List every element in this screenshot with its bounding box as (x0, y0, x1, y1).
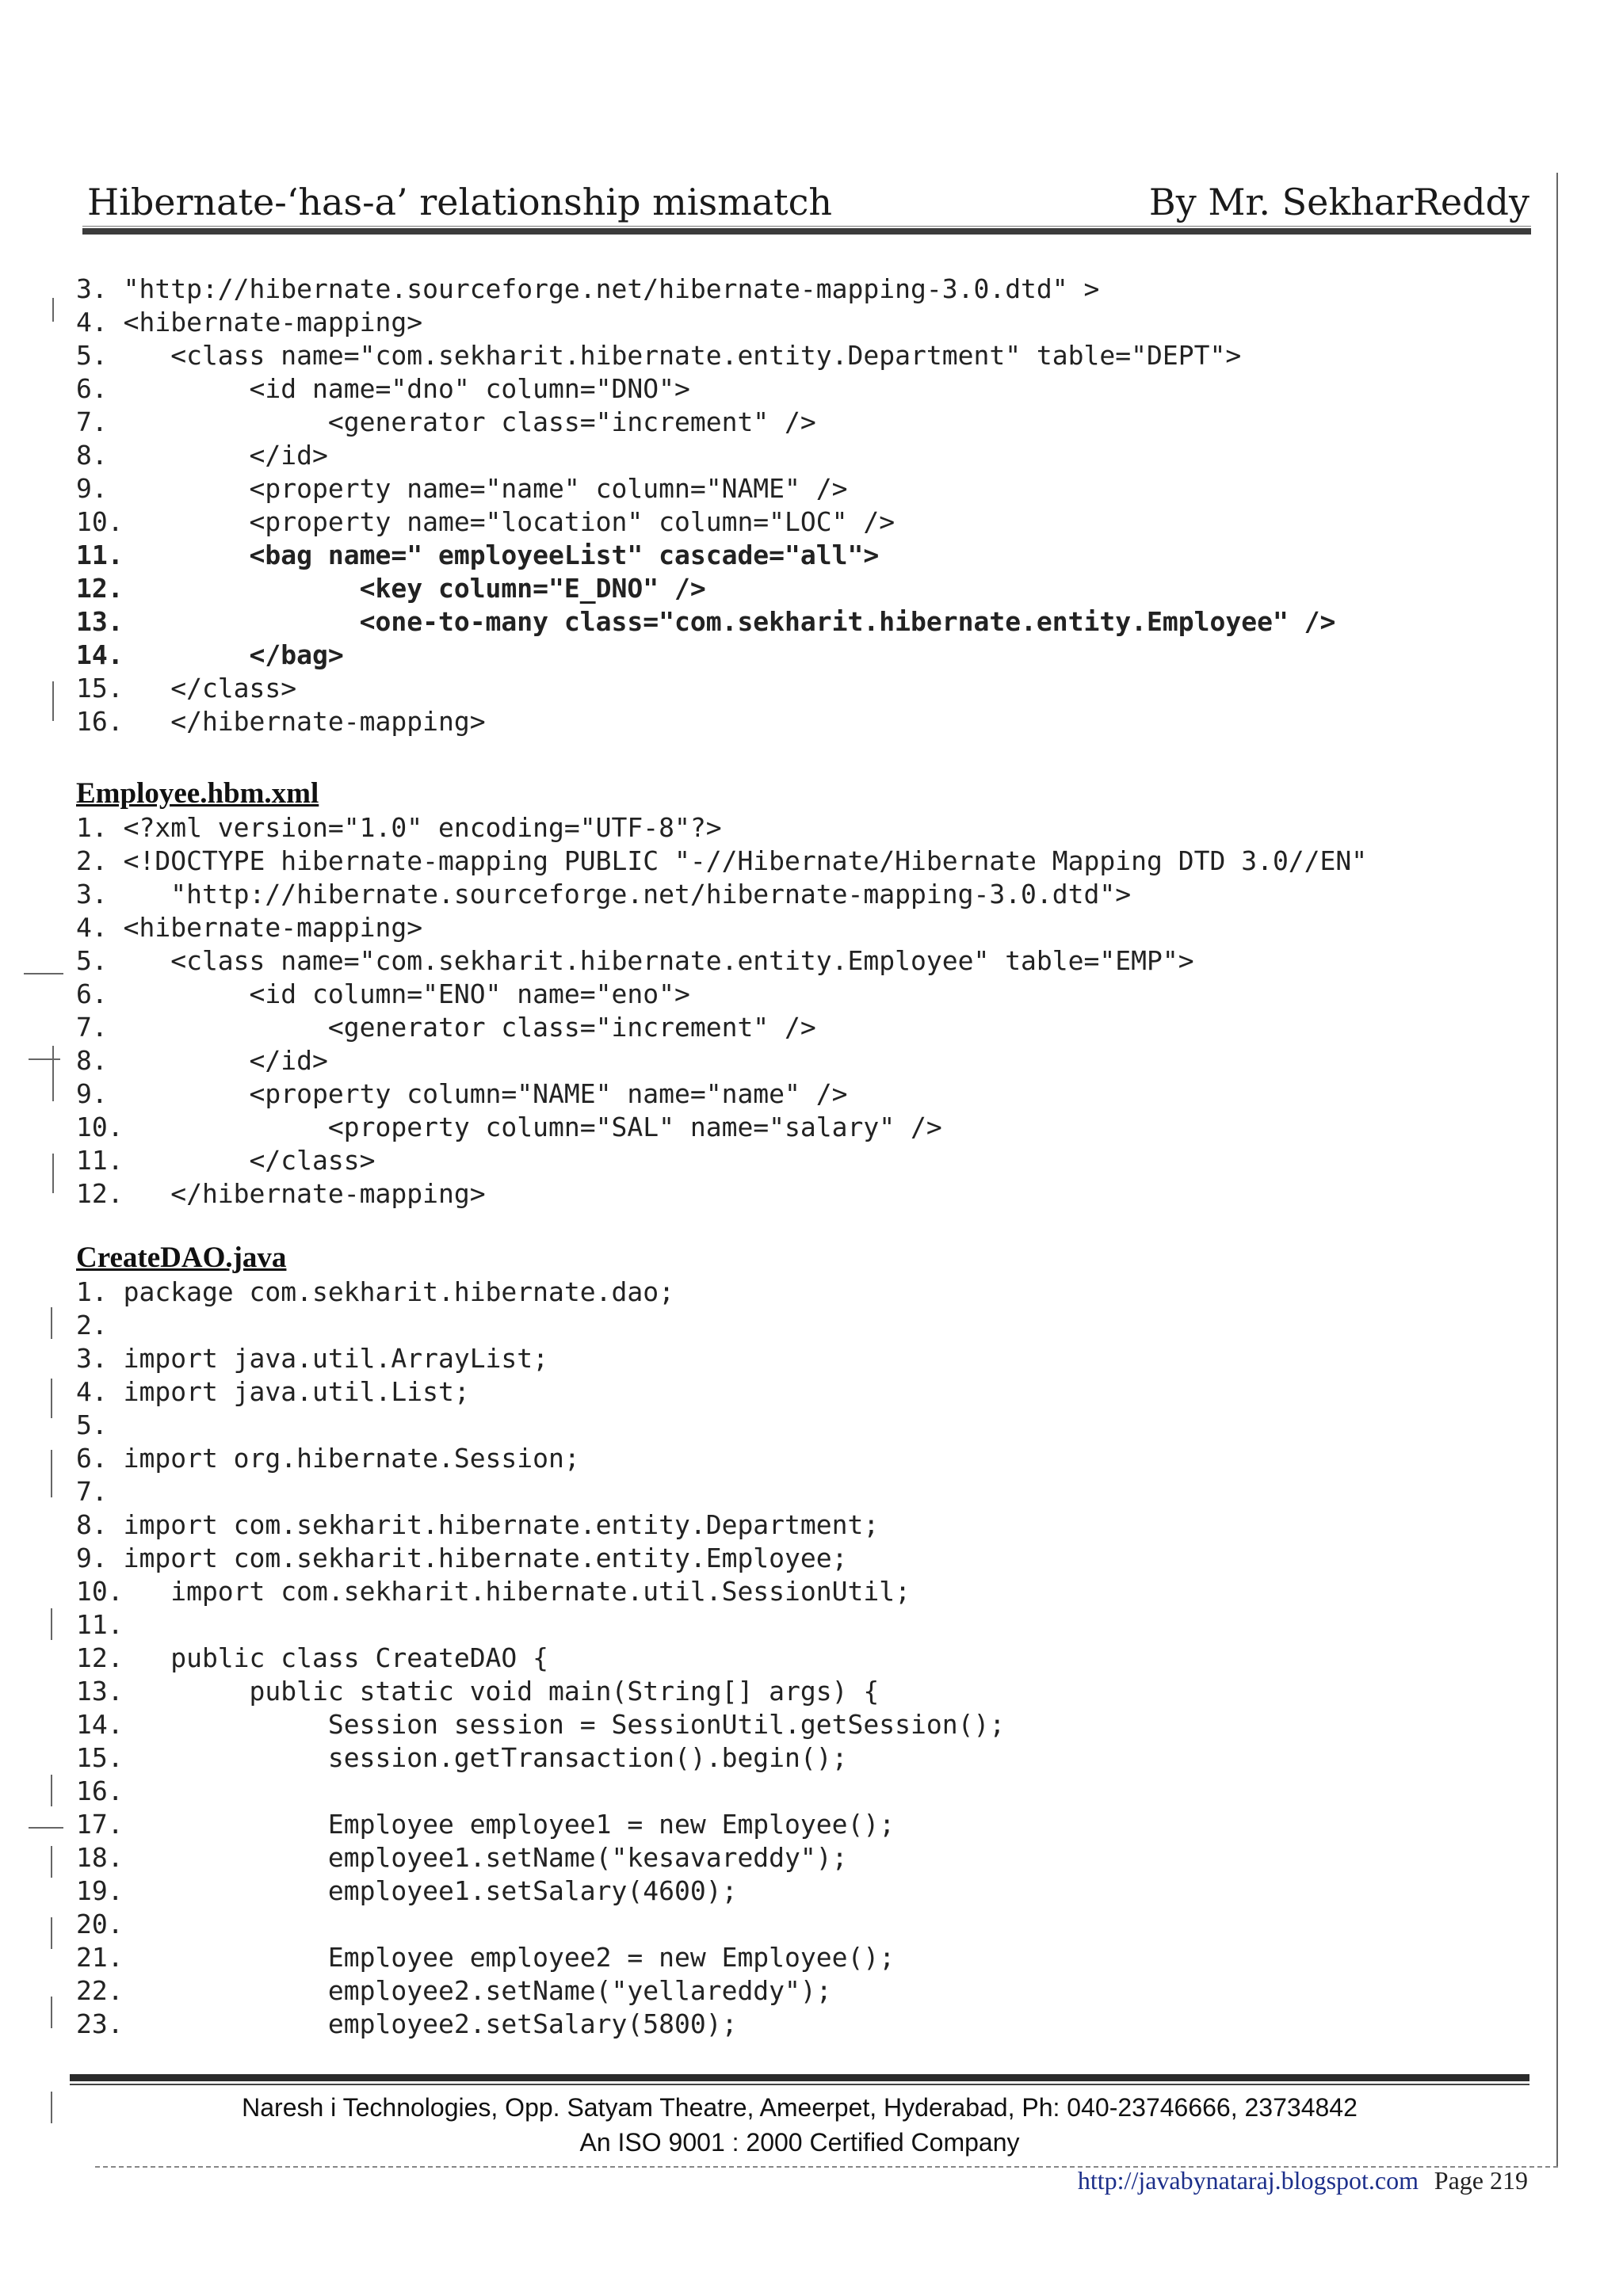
code-line: 13. public static void main(String[] args) { (76, 1676, 880, 1707)
code-line: 8. </id> (76, 440, 328, 471)
code-line: 6. <id column="ENO" name="eno"> (76, 978, 690, 1009)
page-number: Page 219 (1434, 2166, 1528, 2195)
code-line: 21. Employee employee2 = new Employee(); (76, 1942, 896, 1973)
margin-mark (51, 1307, 52, 1339)
header-rule (82, 228, 1531, 235)
margin-mark (51, 1775, 52, 1806)
code-line: 14. Session session = SessionUtil.getSession(); (76, 1709, 1006, 1740)
section-heading: Employee.hbm.xml (76, 777, 319, 810)
code-line: 12. </hibernate-mapping> (76, 1178, 486, 1209)
code-line: 2. (76, 1310, 108, 1341)
department-mapping-section (76, 273, 1335, 738)
code-line: 15. </class> (76, 673, 297, 704)
code-line: 1. package com.sekharit.hibernate.dao; (76, 1276, 674, 1307)
code-line: 17. Employee employee1 = new Employee(); (76, 1809, 896, 1840)
code-line: 10. import com.sekharit.hibernate.util.SessionUtil; (76, 1576, 911, 1607)
code-line: 11. (76, 1609, 124, 1640)
code-line: 1. <?xml version="1.0" encoding="UTF-8"?> (76, 812, 722, 843)
margin-tick (24, 973, 63, 974)
margin-tick (29, 1827, 63, 1829)
margin-mark (52, 298, 54, 322)
code-line: 3. "http://hibernate.sourceforge.net/hibernate-mapping-3.0.dtd"> (76, 879, 1132, 910)
code-line: 2. <!DOCTYPE hibernate-mapping PUBLIC "-//Hibernate/Hibernate Mapping DTD 3.0//EN" (76, 845, 1368, 876)
margin-mark (51, 1997, 52, 2028)
footer-rule-thin (70, 2084, 1529, 2085)
margin-mark (52, 1154, 54, 1193)
margin-tick (29, 1058, 60, 1060)
code-line: 16. </hibernate-mapping> (76, 706, 486, 737)
code-line: 10. <property column="SAL" name="salary" /> (76, 1112, 942, 1142)
footer-url-link[interactable]: http://javabynataraj.blogspot.com (1077, 2166, 1419, 2195)
employee-mapping-section (76, 776, 1367, 1211)
code-line: 8. import com.sekharit.hibernate.entity.Department; (76, 1509, 880, 1540)
code-line: 3. import java.util.ArrayList; (76, 1343, 549, 1374)
margin-mark (51, 1450, 52, 1497)
margin-mark (52, 1046, 54, 1101)
code-line: 11. </class> (76, 1145, 376, 1176)
code-line: 5. (76, 1409, 108, 1440)
margin-mark (51, 2092, 52, 2123)
code-line: 5. <class name="com.sekharit.hibernate.entity.Employee" table="EMP"> (76, 945, 1194, 976)
code-line: 6. import org.hibernate.Session; (76, 1443, 580, 1474)
code-line: 10. <property name="location" column="LOC" /> (76, 506, 896, 537)
code-line: 16. (76, 1775, 124, 1806)
code-line: 18. employee1.setName("kesavareddy"); (76, 1842, 848, 1873)
code-line: 13. <one-to-many class="com.sekharit.hibernate.entity.Employee" /> (76, 606, 1336, 637)
header-title: Hibernate-‘has-a’ relationship mismatch (87, 181, 833, 223)
code-line: 23. employee2.setSalary(5800); (76, 2008, 738, 2039)
page-header (87, 173, 1529, 230)
section-heading: CreateDAO.java (76, 1241, 287, 1274)
code-line: 7. <generator class="increment" /> (76, 1012, 816, 1043)
margin-mark (52, 681, 54, 721)
createdao-section (76, 1241, 1005, 2041)
margin-mark (51, 1846, 52, 1878)
footer-rule (70, 2074, 1529, 2081)
code-line: 8. </id> (76, 1045, 328, 1076)
code-line: 15. session.getTransaction().begin(); (76, 1742, 848, 1773)
code-line: 7. <generator class="increment" /> (76, 406, 816, 437)
footer-certification: An ISO 9001 : 2000 Certified Company (579, 2128, 1020, 2157)
code-line: 6. <id name="dno" column="DNO"> (76, 373, 690, 404)
code-line: 9. import com.sekharit.hibernate.entity.Employee; (76, 1543, 848, 1573)
footer-address: Naresh i Technologies, Opp. Satyam Theatre, Ameerpet, Hyderabad, Ph: 040-23746666, 23734842 (242, 2093, 1358, 2122)
margin-mark (51, 1917, 52, 1949)
code-line: 4. import java.util.List; (76, 1376, 470, 1407)
code-line: 20. (76, 1909, 124, 1939)
code-line: 12. public class CreateDAO { (76, 1642, 549, 1673)
code-line: 4. <hibernate-mapping> (76, 912, 423, 943)
code-line: 9. <property column="NAME" name="name" /> (76, 1078, 848, 1109)
code-line: 19. employee1.setSalary(4600); (76, 1875, 738, 1906)
code-line: 3. "http://hibernate.sourceforge.net/hibernate-mapping-3.0.dtd" > (76, 273, 1100, 304)
code-block (76, 273, 1335, 738)
code-line: 7. (76, 1476, 108, 1507)
code-line: 22. employee2.setName("yellareddy"); (76, 1975, 832, 2006)
code-line: 5. <class name="com.sekharit.hibernate.entity.Department" table="DEPT"> (76, 340, 1242, 371)
code-line: 12. <key column="E_DNO" /> (76, 573, 706, 604)
code-block (76, 1276, 1005, 2041)
code-line: 4. <hibernate-mapping> (76, 307, 423, 338)
code-line: 9. <property name="name" column="NAME" /> (76, 473, 848, 504)
code-line: 11. <bag name=" employeeList" cascade="all"> (76, 540, 880, 570)
code-block (76, 811, 1367, 1211)
code-line: 14. </bag> (76, 639, 344, 670)
margin-mark (51, 1608, 52, 1640)
header-author: By Mr. SekharReddy (1148, 181, 1529, 223)
margin-mark (51, 1379, 52, 1418)
header-rule-thin (82, 226, 1531, 227)
